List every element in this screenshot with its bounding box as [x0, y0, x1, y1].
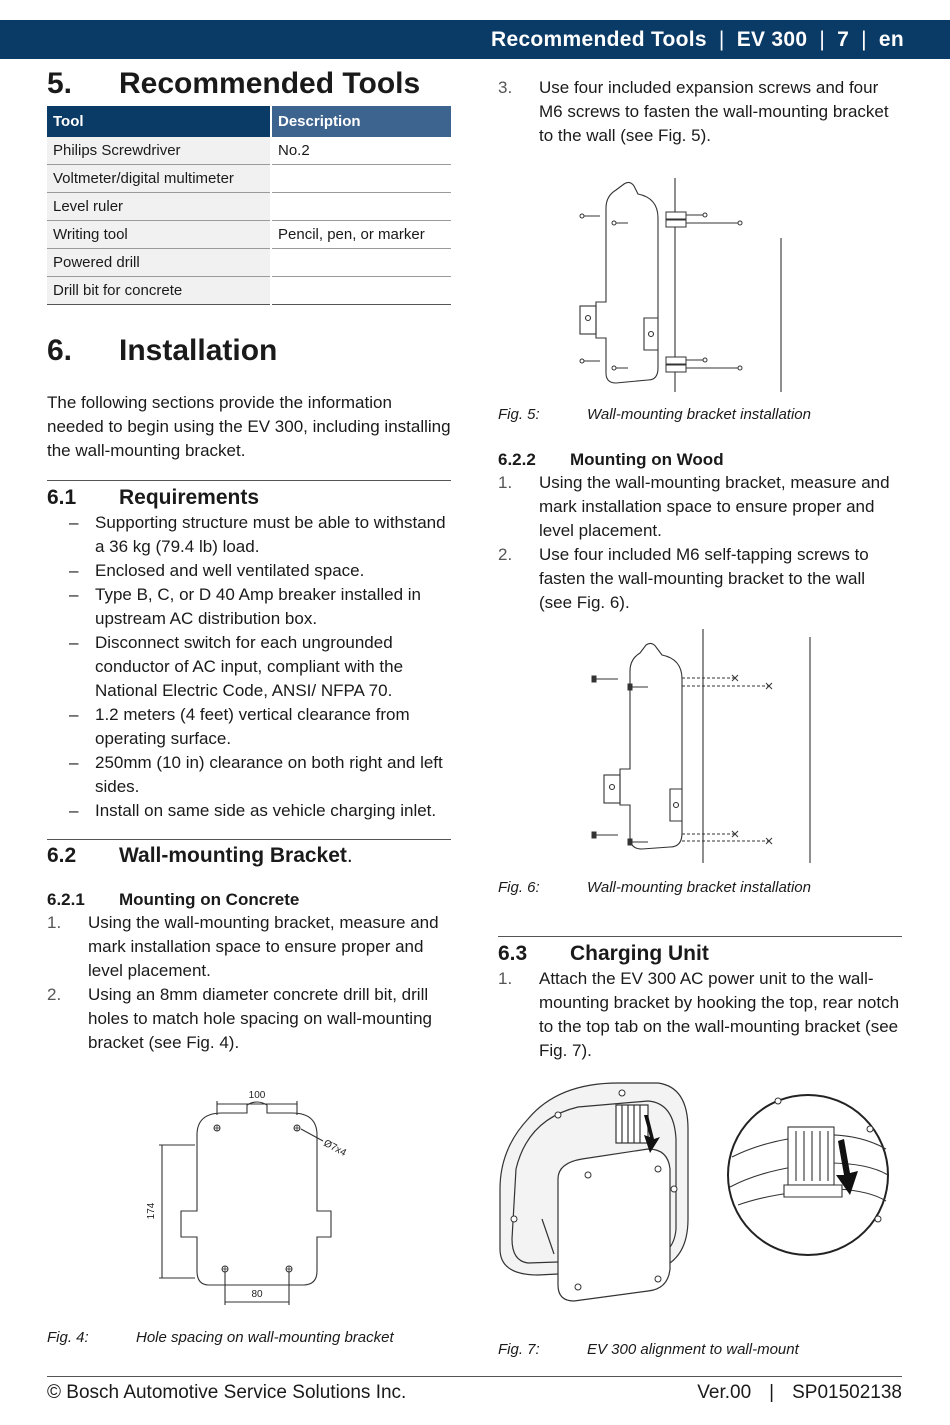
fig4-dim-hole: Ø7x4 — [321, 1137, 348, 1159]
step-text: Using the wall-mounting bracket, measure and mark installation space to ensure proper and level placement. — [539, 473, 890, 540]
step-text: Using the wall-mounting bracket, measure and mark installation space to ensure proper and level placement. — [88, 913, 439, 980]
tool-cell: Level ruler — [47, 193, 271, 221]
header-separator: | — [718, 27, 725, 51]
tool-cell: Philips Screwdriver — [47, 137, 271, 165]
footer-separator: | — [769, 1382, 775, 1403]
fig5-caption — [498, 406, 902, 423]
caption-label: Fig. 6: — [498, 879, 540, 896]
footer-copyright: © Bosch Automotive Service Solutions Inc. — [47, 1382, 407, 1403]
wood-steps — [498, 471, 902, 615]
tool-cell: Writing tool — [47, 221, 271, 249]
step-number: 3. — [498, 78, 513, 97]
subsection-title: Charging Unit — [570, 942, 709, 965]
description-cell: Pencil, pen, or marker — [271, 221, 451, 249]
step-number: 1. — [47, 913, 62, 932]
description-cell — [271, 249, 451, 277]
fig4-dim-side: 174 — [146, 1202, 157, 1220]
description-cell: No.2 — [271, 137, 451, 165]
fig6-wood-mounting-drawing — [498, 627, 902, 871]
header-separator: | — [819, 27, 826, 51]
charging-heading — [498, 941, 902, 967]
caption-text: Wall-mounting bracket installation — [587, 406, 811, 423]
fig7-caption — [498, 1341, 902, 1358]
page-header — [0, 20, 950, 59]
charging-steps — [498, 967, 902, 1063]
list-item: – Disconnect switch for each ungrounded conductor of AC input, compliant with the National Electric Code, ANSI/ NFPA 70. — [47, 631, 451, 703]
list-item: – 250mm (10 in) clearance on both right and left sides. — [47, 751, 451, 799]
concrete-steps-continued — [498, 76, 902, 148]
step-number: 1. — [498, 473, 513, 492]
caption-label: Fig. 7: — [498, 1341, 540, 1358]
right-column — [498, 76, 902, 1358]
installation-intro: The following sections provide the information needed to begin using the EV 300, including installing the wall-mounting bracket. — [47, 393, 451, 460]
divider — [498, 936, 902, 937]
tools-table — [47, 106, 451, 305]
fig4-caption — [47, 1329, 451, 1346]
list-item: – Supporting structure must be able to withstand a 36 kg (79.4 lb) load. — [47, 511, 451, 559]
step-text: Attach the EV 300 AC power unit to the wall-mounting bracket by hooking the top, rear notch to the top tab on the wall-mounting bracket (see Fig. 7). — [539, 969, 900, 1060]
list-item — [47, 911, 451, 983]
caption-text: Hole spacing on wall-mounting bracket — [136, 1329, 394, 1346]
list-item: – 1.2 meters (4 feet) vertical clearance from operating surface. — [47, 703, 451, 751]
divider — [47, 839, 451, 840]
subsubsection-title: Mounting on Concrete — [119, 890, 300, 909]
tool-cell: Voltmeter/digital multimeter — [47, 165, 271, 193]
table-row — [47, 221, 451, 249]
section-title: Recommended Tools — [119, 67, 421, 100]
header-product: EV 300 — [736, 27, 808, 51]
step-number: 1. — [498, 969, 513, 988]
header-section: Recommended Tools — [491, 27, 707, 51]
list-item: – Install on same side as vehicle charging inlet. — [47, 799, 451, 823]
header-language: en — [878, 27, 904, 51]
concrete-heading — [47, 889, 451, 911]
step-number: 2. — [47, 985, 62, 1004]
table-row — [47, 165, 451, 193]
caption-text: Wall-mounting bracket installation — [587, 879, 811, 896]
table-row — [47, 137, 451, 165]
subsection-title-period: . — [346, 844, 353, 867]
footer-doc-id: SP01502138 — [792, 1382, 902, 1403]
caption-label: Fig. 4: — [47, 1329, 89, 1346]
header-separator: | — [861, 27, 867, 51]
table-header-description: Description — [271, 106, 451, 137]
subsection-number: 6.3 — [498, 942, 528, 965]
fig4-dim-top: 100 — [248, 1090, 266, 1101]
wood-heading — [498, 449, 902, 471]
step-number: 2. — [498, 545, 513, 564]
table-row — [47, 249, 451, 277]
subsection-number: 6.2 — [47, 844, 77, 867]
footer-version: Ver.00 — [697, 1382, 752, 1403]
table-row — [47, 193, 451, 221]
concrete-steps — [47, 911, 451, 1055]
subsection-number: 6.1 — [47, 486, 77, 509]
list-item: – Type B, C, or D 40 Amp breaker installed in upstream AC distribution box. — [47, 583, 451, 631]
divider — [47, 480, 451, 481]
subsection-title: Wall-mounting Bracket — [119, 844, 347, 867]
step-text: Using an 8mm diameter concrete drill bit, drill holes to match hole spacing on wall-mounting bracket (see Fig. 4). — [88, 985, 432, 1052]
section-title: Installation — [119, 334, 278, 367]
bracket-heading — [47, 843, 451, 869]
fig4-dim-bottom: 80 — [251, 1289, 263, 1300]
caption-text: EV 300 alignment to wall-mount — [587, 1341, 799, 1358]
step-text: Use four included expansion screws and four M6 screws to fasten the wall-mounting bracket to the wall (see Fig. 5). — [539, 78, 889, 145]
subsubsection-number: 6.2.2 — [498, 450, 536, 469]
list-item — [498, 543, 902, 615]
description-cell — [271, 165, 451, 193]
fig7-alignment-drawing — [498, 1079, 902, 1311]
subsection-title: Requirements — [119, 486, 260, 509]
header-page-number: 7 — [837, 27, 850, 51]
list-item — [498, 471, 902, 543]
subsubsection-number: 6.2.1 — [47, 890, 85, 909]
section-tools-heading — [47, 66, 451, 102]
footer-doc-info — [697, 1382, 902, 1404]
caption-label: Fig. 5: — [498, 406, 540, 423]
left-column — [47, 66, 451, 1346]
step-text: Use four included M6 self-tapping screws to fasten the wall-mounting bracket to the wall (see Fig. 6). — [539, 545, 869, 612]
section-installation-heading — [47, 333, 451, 369]
list-item: – Enclosed and well ventilated space. — [47, 559, 451, 583]
page-footer — [47, 1382, 902, 1404]
description-cell — [271, 193, 451, 221]
list-item — [498, 76, 902, 148]
requirements-heading — [47, 485, 451, 511]
fig5-concrete-mounting-drawing — [498, 168, 902, 398]
fig4-bracket-drawing — [47, 1073, 451, 1305]
requirements-list — [47, 511, 451, 823]
subsubsection-title: Mounting on Wood — [570, 450, 724, 469]
table-row — [47, 277, 451, 305]
table-header-tool: Tool — [47, 106, 271, 137]
section-number: 5. — [47, 67, 73, 100]
list-item — [498, 967, 902, 1063]
fig6-caption — [498, 879, 902, 896]
description-cell — [271, 277, 451, 305]
list-item — [47, 983, 451, 1055]
tool-cell: Drill bit for concrete — [47, 277, 271, 305]
section-number: 6. — [47, 334, 73, 367]
footer-divider — [47, 1376, 902, 1377]
table-header-row — [47, 106, 451, 137]
tool-cell: Powered drill — [47, 249, 271, 277]
